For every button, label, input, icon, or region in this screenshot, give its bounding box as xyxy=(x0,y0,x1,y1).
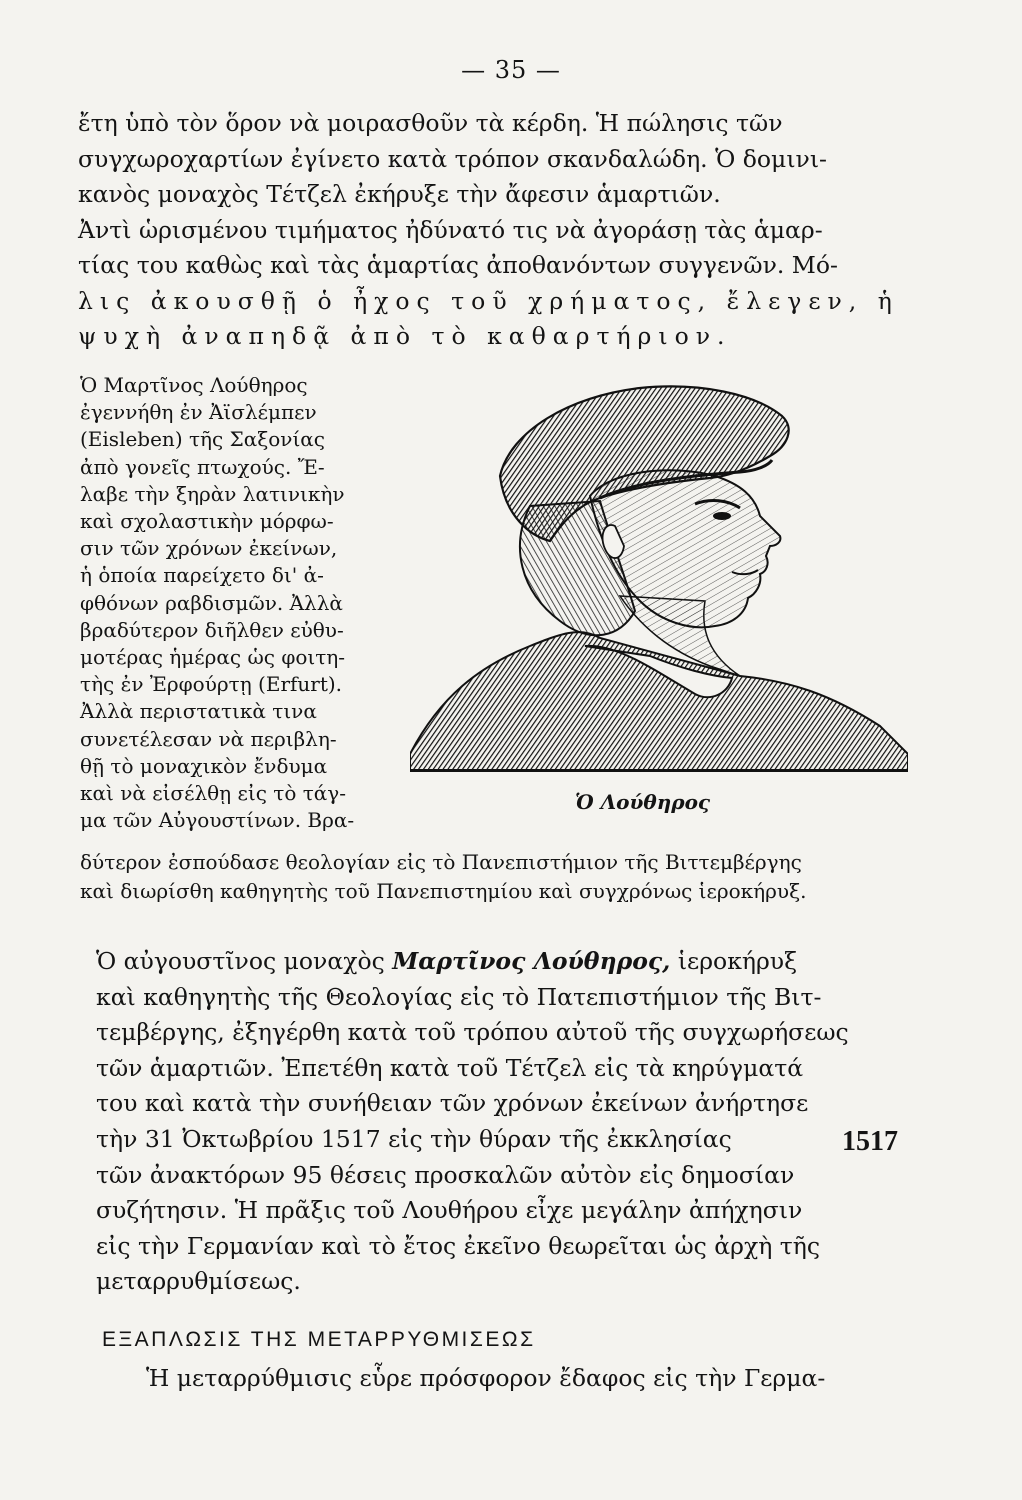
biography-continuation xyxy=(80,848,906,906)
biography-line: δύτερον ἐσπούδασε θεολογίαν εἰς τὸ Πανεπιστήμιον τῆς Βιττεμβέργης xyxy=(80,850,802,874)
biography-line: καὶ νὰ εἰσέλθῃ εἰς τὸ τάγ- xyxy=(80,781,347,806)
line-end: ἱεροκήρυξ xyxy=(670,947,798,975)
biography-line: φθόνων ραβδισμῶν. Ἀλλὰ xyxy=(80,590,343,615)
margin-year-note: 1517 xyxy=(842,1126,898,1157)
line-start: Ὁ αὐγουστῖνος μοναχὸς xyxy=(96,947,393,975)
main-paragraph xyxy=(96,944,908,1300)
biography-line: μοτέρας ἡμέρας ὡς φοιτη- xyxy=(80,645,346,670)
paragraph-line: τίας του καθὼς καὶ τὰς ἁμαρτίας ἀποθανόντων συγγενῶν. Μό- xyxy=(78,251,838,279)
portrait-caption: Ὁ Λούθηρος xyxy=(575,790,711,814)
luther-name: Μαρτῖνος Λούθηρος, xyxy=(392,947,671,975)
biography-line: μα τῶν Αὐγουστίνων. Βρα- xyxy=(80,808,355,833)
biography-line: ἀπὸ γονεῖς πτωχούς. Ἔ- xyxy=(80,454,325,479)
paragraph-line: τεμβέργης, ἐξηγέρθη κατὰ τοῦ τρόπου αὐτοῦ τῆς συγχωρήσεως xyxy=(96,1018,849,1047)
biography-line: Ὁ Μαρτῖνος Λούθηρος xyxy=(80,373,308,397)
paragraph-line-spaced: λις ἀκουσθῇ ὁ ἦχος τοῦ χρήματος, ἔλεγεν, ἡ xyxy=(78,286,899,315)
biography-column xyxy=(80,372,398,834)
biography-line: καὶ διωρίσθη καθηγητὴς τοῦ Πανεπιστημίου καὶ συγχρόνως ἱεροκήρυξ. xyxy=(80,879,807,903)
paragraph-line: τῶν ἀνακτόρων 95 θέσεις προσκαλῶν αὐτὸν εἰς δημοσίαν xyxy=(96,1160,795,1189)
biography-line: (Eisleben) τῆς Σαξονίας xyxy=(80,427,325,452)
paragraph-line: τὴν 31 Ὀκτωβρίου 1517 εἰς τὴν θύραν τῆς ἐκκλησίας xyxy=(96,1124,732,1153)
paragraph-line: συζήτησιν. Ἡ πρᾶξις τοῦ Λουθήρου εἶχε μεγάλην ἀπήχησιν xyxy=(96,1196,803,1225)
biography-line: βραδύτερον διῆλθεν εὐθυ- xyxy=(80,617,344,642)
page-number: — 35 — xyxy=(461,56,561,84)
paragraph-line: του καὶ κατὰ τὴν συνήθειαν τῶν χρόνων ἐκείνων ἀνήρτησε xyxy=(96,1089,809,1118)
biography-line: Ἀλλὰ περιστατικὰ τινα xyxy=(80,699,317,724)
biography-line: ἡ ὁποία παρείχετο δι' ἀ- xyxy=(80,563,324,588)
section-heading: ΕΞΑΠΛΩΣΙΣ ΤΗΣ ΜΕΤΑΡΡΥΘΜΙΣΕΩΣ xyxy=(102,1328,536,1351)
biography-line: σιν τῶν χρόνων ἐκείνων, xyxy=(80,536,338,561)
biography-line: θῇ τὸ μοναχικὸν ἔνδυμα xyxy=(80,753,328,778)
section-first-line: Ἡ μεταρρύθμισις εὗρε πρόσφορον ἔδαφος εἰς τὴν Γερμα- xyxy=(146,1364,826,1392)
paragraph-line: εἰς τὴν Γερμανίαν καὶ τὸ ἔτος ἐκεῖνο θεωρεῖται ὡς ἀρχὴ τῆς xyxy=(96,1231,821,1260)
luther-portrait-engraving xyxy=(410,376,908,772)
paragraph-line: ἔτη ὑπὸ τὸν ὅρον νὰ μοιρασθοῦν τὰ κέρδη. Ἡ πώλησις τῶν xyxy=(78,109,783,137)
paragraph-line: μεταρρυθμίσεως. xyxy=(96,1267,301,1296)
eye xyxy=(713,512,731,520)
biography-line: τὴς ἐν Ἐρφούρτῃ (Erfurt). xyxy=(80,672,343,697)
biography-line: συνετέλεσαν νὰ περιβλη- xyxy=(80,726,337,751)
paragraph-line: τῶν ἁμαρτιῶν. Ἐπετέθη κατὰ τοῦ Τέτζελ εἰς τὰ κηρύγματά xyxy=(96,1053,804,1082)
biography-line: καὶ σχολαστικὴν μόρφω- xyxy=(80,509,334,534)
coat xyxy=(410,632,908,772)
paragraph-line: καὶ καθηγητὴς τῆς Θεολογίας εἰς τὸ Πατεπιστήμιον τῆς Βιτ- xyxy=(96,982,822,1011)
paragraph-line: συγχωροχαρτίων ἐγίνετο κατὰ τρόπον σκανδαλώδη. Ὁ δομινι- xyxy=(78,144,827,173)
top-paragraph xyxy=(78,106,906,355)
biography-line: λαβε τὴν ξηρὰν λατινικὴν xyxy=(80,481,345,506)
paragraph-line: Ἀντὶ ὡρισμένου τιμήματος ἠδύνατό τις νὰ ἀγοράσῃ τὰς ἁμαρ- xyxy=(78,215,823,244)
biography-line: ἐγεννήθη ἐν Ἀϊσλέμπεν xyxy=(80,400,317,425)
main-paragraph-first-line xyxy=(96,944,908,980)
paragraph-line: κανὸς μοναχὸς Τέτζελ ἐκήρυξε τὴν ἄφεσιν ἁμαρτιῶν. xyxy=(78,180,721,208)
paragraph-line-spaced: ψυχὴ ἀναπηδᾷ ἀπὸ τὸ καθαρτήριον. xyxy=(78,322,732,350)
